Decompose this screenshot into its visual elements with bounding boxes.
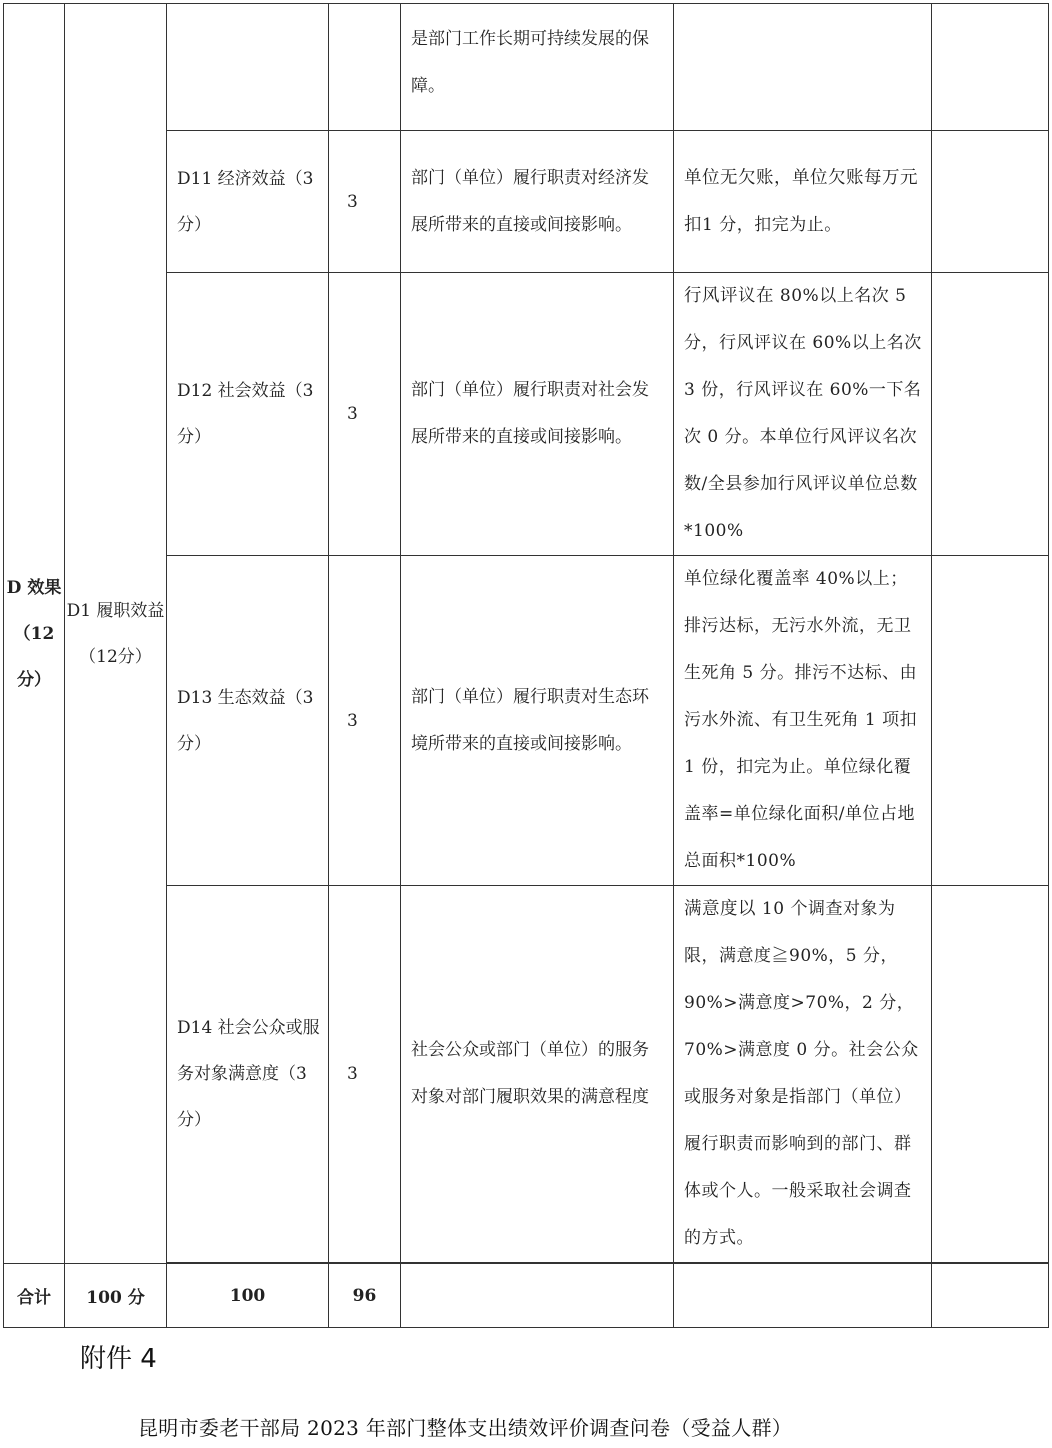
description-cell: 部门（单位）履行职责对生态环境所带来的直接或间接影响。	[401, 556, 674, 886]
score-cell: 3	[329, 886, 401, 1263]
score-cell	[329, 4, 401, 131]
score-cell: 3	[329, 273, 401, 556]
standard-cell	[674, 273, 932, 556]
total-label: 合计	[4, 1264, 65, 1328]
indicator-cell: D12 社会效益（3分）	[167, 273, 329, 556]
standard-cell	[674, 556, 932, 886]
standard-rest: 10 个调查对象为限，满意度≧90%，5 分，90%>满意度>70%，2 分，70%>满意度 0 分。社会公众或服务对象是指部门（单位）履行职责而影响到的部门、群体或个人。一般采取社会调查的方式。	[684, 899, 919, 1248]
standard-lead: 行风评议在	[684, 286, 774, 306]
description-cell: 部门（单位）履行职责对经济发展所带来的直接或间接影响。	[401, 131, 674, 273]
indicator-cell: D14 社会公众或服务对象满意度（3分）	[167, 886, 329, 1263]
total-weight: 100	[167, 1264, 329, 1328]
score-cell: 3	[329, 556, 401, 886]
indicator-cell: D13 生态效益（3分）	[167, 556, 329, 886]
score-cell: 3	[329, 131, 401, 273]
total-standard	[674, 1264, 932, 1328]
remark-cell	[932, 886, 1049, 1263]
standard-rest: 80%以上名次 5 分，行风评议在 60%以上名次 3 份，行风评议在 60%一下名次 0 分。本单位行风评议名次数/全县参加行风评议单位总数*100%	[684, 286, 922, 541]
indicator-cell: D11 经济效益（3分）	[167, 131, 329, 273]
total-row	[4, 1264, 1049, 1328]
table-row	[4, 4, 1049, 131]
standard-cell	[674, 131, 932, 273]
description-cell: 是部门工作长期可持续发展的保障。	[401, 4, 674, 131]
total-remark	[932, 1264, 1049, 1328]
standard-cell	[674, 886, 932, 1263]
total-desc	[401, 1264, 674, 1328]
indicator-cell	[167, 4, 329, 131]
subcategory-cell: D1 履职效益（12分）	[65, 4, 167, 1264]
standard-rest: 40%以上；排污达标，无污水外流，无卫生死角 5 分。排污不达标、由污水外流、有卫生死角 1 项扣 1 份，扣完为止。单位绿化覆盖率=单位绿化面积/单位占地总面积*100%	[684, 569, 918, 871]
standard-lead: 单位无欠账，单位欠账每万元扣	[684, 167, 918, 235]
description-cell: 部门（单位）履行职责对社会发展所带来的直接或间接影响。	[401, 273, 674, 556]
standard-lead: 单位绿化覆盖率	[684, 569, 810, 589]
description-cell: 社会公众或部门（单位）的服务对象对部门履职效果的满意程度	[401, 886, 674, 1263]
remark-cell	[932, 556, 1049, 886]
remark-cell	[932, 4, 1049, 131]
evaluation-table	[3, 3, 1049, 1328]
attachment-label: 附件 4	[80, 1344, 157, 1374]
remark-cell	[932, 273, 1049, 556]
remark-cell	[932, 131, 1049, 273]
total-score: 96	[329, 1264, 401, 1328]
survey-title: 昆明市委老干部局 2023 年部门整体支出绩效评价调查问卷（受益人群）	[138, 1416, 793, 1440]
total-points: 100 分	[65, 1264, 167, 1328]
standard-lead: 满意度以	[684, 899, 756, 919]
standard-cell	[674, 4, 932, 131]
standard-rest: 1 分，扣完为止。	[702, 214, 842, 235]
category-cell: D 效果（12分）	[4, 4, 65, 1264]
